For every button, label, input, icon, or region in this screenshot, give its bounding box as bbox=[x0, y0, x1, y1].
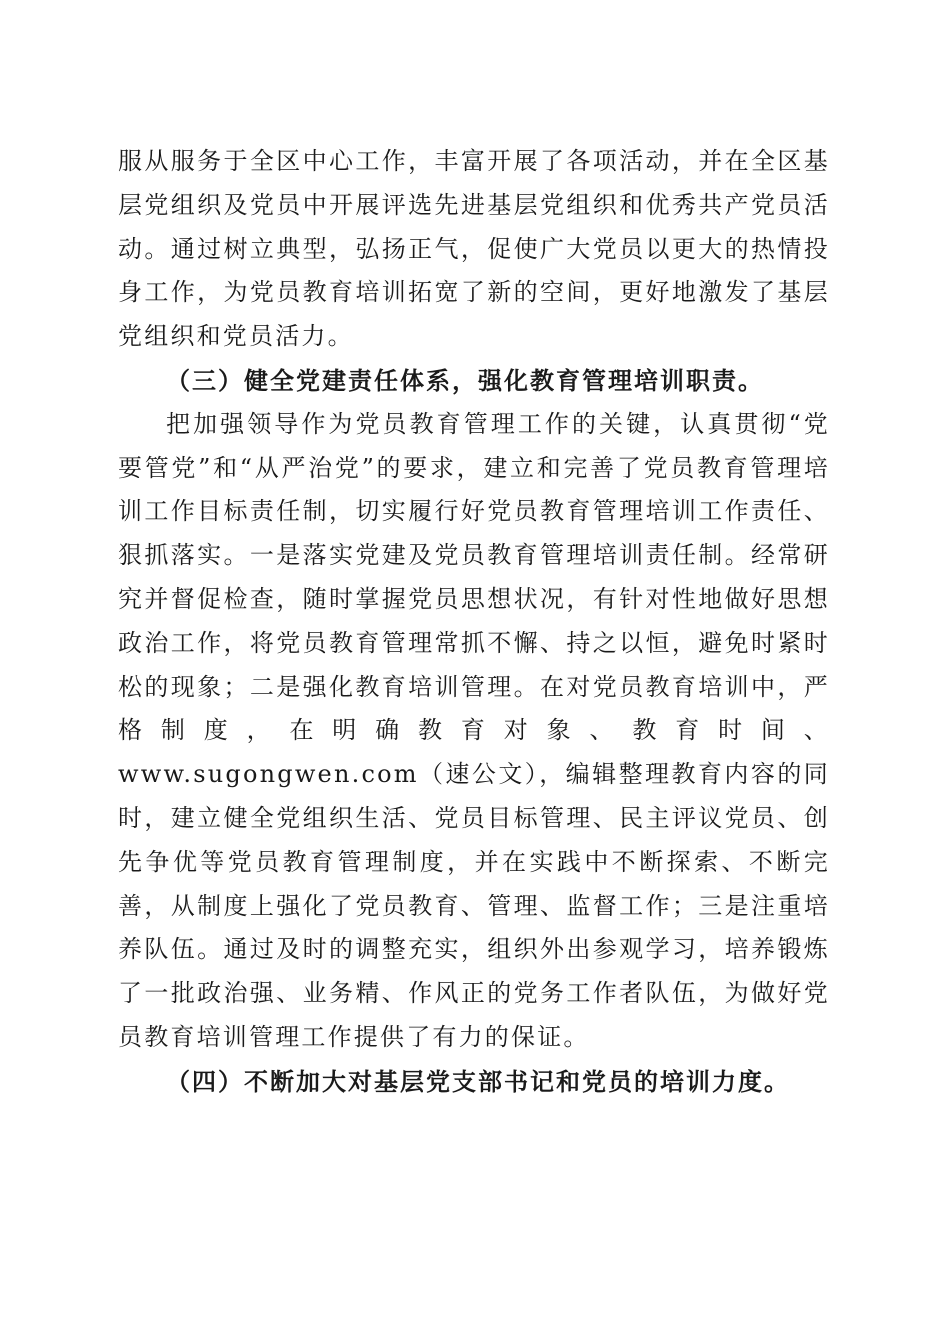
paragraph-continuation: 服从服务于全区中心工作，丰富开展了各项活动，并在全区基层党组织及党员中开展评选先进基层党组织和优秀共产党员活动。通过树立典型，弘扬正气，促使广大党员以更大的热情投身工作，为党员教育培训拓宽了新的空间，更好地激发了基层党组织和党员活力。 bbox=[118, 147, 830, 351]
paragraph-section-3: 把加强领导作为党员教育管理工作的关键，认真贯彻“党要管党”和“从严治党”的要求，建立和完善了党员教育管理培训工作目标责任制，切实履行好党员教育管理培训工作责任、狠抓落实。一是落实党建及党员教育管理培训责任制。经常研究并督促检查，随时掌握党员思想状况，有针对性地做好思想政治工作，将党员教育管理常抓不懈、持之以恒，避免时紧时松的现象；二是强化教育培训管理。在对党员教育培训中，严格制度，在明确教育对象、教育时间、www.sugongwen.com（速公文），编辑整理教育内容的同时，建立健全党组织生活、党员目标管理、民主评议党员、创先争优等党员教育管理制度，并在实践中不断探索、不断完善，从制度上强化了党员教育、管理、监督工作；三是注重培养队伍。通过及时的调整充实，组织外出参观学习，培养锻炼了一批政治强、业务精、作风正的党务工作者队伍，为做好党员教育培训管理工作提供了有力的保证。 bbox=[118, 409, 830, 1051]
section-heading-3: （三）健全党建责任体系，强化教育管理培训职责。 bbox=[166, 365, 764, 395]
document-body bbox=[118, 140, 830, 1104]
section-heading-4: （四）不断加大对基层党支部书记和党员的培训力度。 bbox=[166, 1066, 790, 1096]
